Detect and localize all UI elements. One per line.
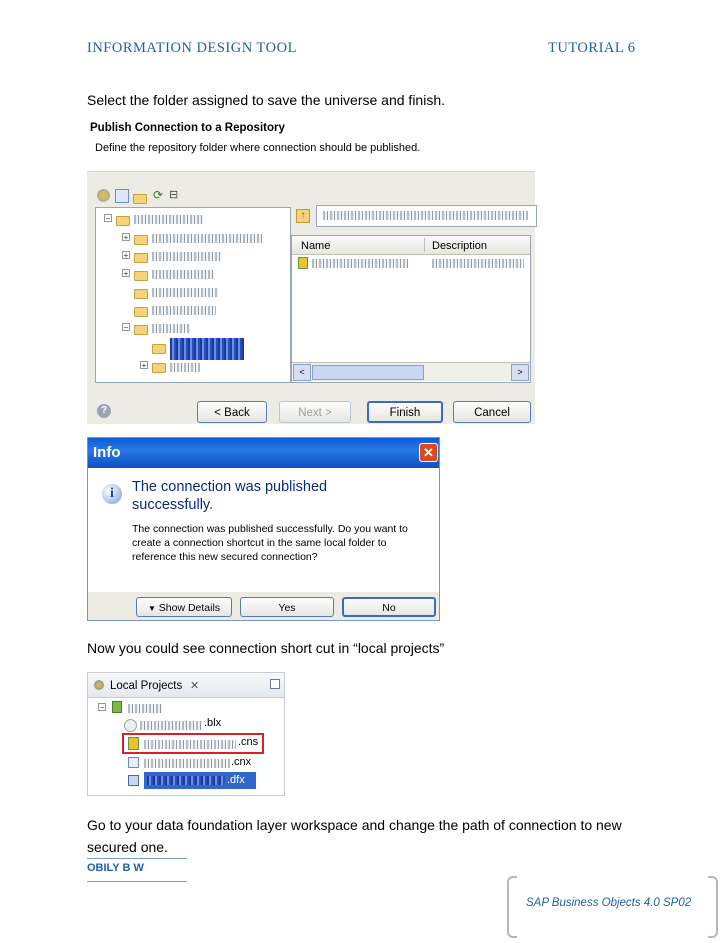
connection-file-icon: [128, 757, 139, 768]
selected-folder[interactable]: [170, 338, 244, 360]
cancel-button[interactable]: Cancel: [453, 401, 531, 423]
show-details-button[interactable]: [136, 597, 232, 617]
info-body: The connection was published successfully. Do you want to create a connection shortcut in the same local folder to reference this new secured connection?: [132, 523, 408, 563]
header-title: INFORMATION DESIGN TOOL: [87, 40, 297, 56]
connection-icon: [298, 257, 308, 269]
instruction-1: Select the folder assigned to save the universe and finish.: [87, 92, 445, 108]
yes-button[interactable]: Yes: [240, 597, 334, 617]
footer-author: OBILY B W: [87, 862, 144, 874]
file-cns[interactable]: .cns: [238, 736, 259, 748]
back-button[interactable]: < Back: [197, 401, 267, 423]
business-layer-icon: [124, 719, 137, 732]
publish-dialog: [87, 119, 535, 424]
help-icon[interactable]: ?: [97, 404, 111, 418]
folder-tree[interactable]: − + + + − +: [95, 207, 291, 383]
local-projects-icon: [94, 680, 104, 690]
footer-bracket-left: [507, 876, 517, 938]
no-button[interactable]: No: [342, 597, 436, 617]
info-dialog-title: Info: [93, 444, 121, 461]
column-description[interactable]: Description: [432, 240, 488, 252]
instruction-2: Now you could see connection short cut in “local projects”: [87, 640, 445, 656]
horizontal-scrollbar[interactable]: < >: [292, 362, 530, 381]
refresh-icon[interactable]: ⟳: [153, 188, 164, 202]
up-folder-icon[interactable]: ↑: [296, 209, 310, 223]
footer-product: SAP Business Objects 4.0 SP02: [526, 897, 692, 909]
list-item[interactable]: [312, 259, 408, 268]
publish-dialog-title: Publish Connection to a Repository: [90, 122, 285, 134]
local-projects-tab[interactable]: Local Projects: [110, 680, 183, 692]
file-blx[interactable]: .blx: [204, 717, 222, 729]
path-field[interactable]: [316, 205, 537, 227]
info-heading: The connection was published successfully.: [132, 479, 328, 513]
file-dfx: .dfx: [227, 774, 245, 786]
data-foundation-icon: [128, 775, 139, 786]
finish-button[interactable]: Finish: [367, 401, 443, 423]
project-icon: [112, 701, 122, 713]
info-dialog: [87, 437, 440, 621]
file-cnx[interactable]: .cnx: [231, 756, 252, 768]
local-projects-panel: Local Projects ✕ − .blx .cns .cnx .dfx: [87, 672, 285, 796]
close-tab-icon[interactable]: ✕: [190, 680, 200, 692]
project-name[interactable]: [128, 704, 162, 713]
connection-list[interactable]: [291, 235, 531, 383]
dropdown-arrow-icon: ▼: [147, 604, 156, 613]
shortcut-icon: [128, 737, 139, 750]
tree-toolbar: [95, 187, 209, 205]
next-button[interactable]: Next >: [279, 401, 351, 423]
info-icon: i: [102, 484, 122, 504]
publish-dialog-subtitle: Define the repository folder where connection should be published.: [95, 142, 421, 154]
close-icon[interactable]: ✕: [419, 443, 438, 462]
repository-icon[interactable]: [97, 189, 110, 202]
view-icon[interactable]: [115, 189, 129, 203]
show-details-label: Show Details: [158, 602, 221, 614]
header-tutorial: TUTORIAL 6: [548, 40, 636, 56]
instruction-3: Go to your data foundation layer workspace and change the path of connection to new secured one.: [87, 817, 622, 855]
column-name[interactable]: Name: [301, 240, 331, 252]
minimize-icon[interactable]: [270, 679, 280, 689]
selected-dfx-row[interactable]: [144, 772, 256, 789]
collapse-icon[interactable]: ⊟: [169, 189, 179, 201]
footer-bracket-right: [708, 876, 718, 938]
